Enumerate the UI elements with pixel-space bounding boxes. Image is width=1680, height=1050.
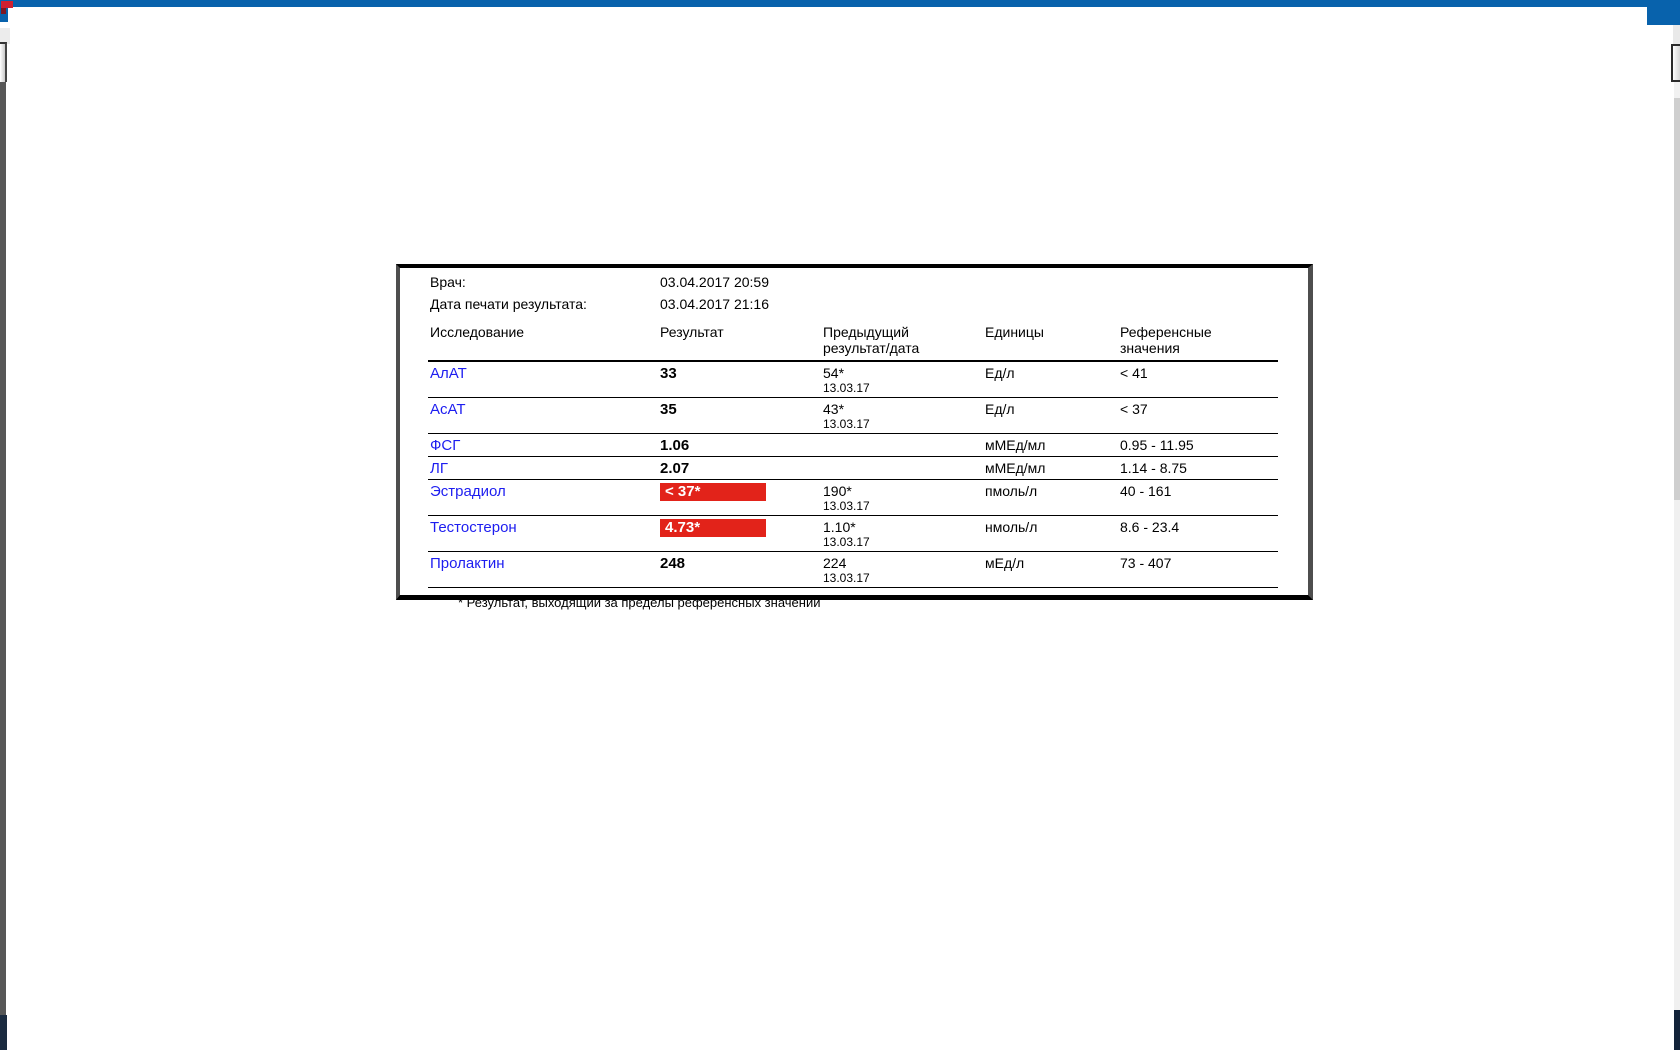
reference-range: 0.95 - 11.95 (1120, 434, 1278, 457)
reference-range: < 41 (1120, 361, 1278, 398)
lab-results-table (428, 324, 1278, 588)
meta-row (430, 293, 1308, 315)
doctor-value: 03.04.2017 20:59 (660, 274, 769, 290)
app-icon[interactable] (1, 8, 6, 14)
previous-result: 224 (823, 555, 847, 571)
test-name-link[interactable]: АсАТ (430, 401, 466, 418)
units: пмоль/л (985, 480, 1120, 516)
units: Ед/л (985, 398, 1120, 434)
table-row (428, 516, 1278, 552)
right-scrollbar-track[interactable] (1674, 82, 1680, 98)
previous-date: 13.03.17 (823, 535, 870, 549)
test-name-link[interactable]: ФСГ (430, 437, 461, 454)
doctor-label: Врач: (430, 274, 466, 290)
left-scrollbar-thumb[interactable] (0, 42, 7, 82)
units: мМЕд/мл (985, 457, 1120, 480)
previous-result: 54* (823, 365, 845, 381)
table-row (428, 361, 1278, 398)
left-scrollbar-track[interactable] (0, 82, 6, 1015)
previous-date: 13.03.17 (823, 417, 870, 431)
previous-date: 13.03.17 (823, 381, 870, 395)
right-scrollbar-track[interactable] (1674, 500, 1680, 1010)
titlebar-right-corner (1647, 0, 1680, 25)
test-name-link[interactable]: Пролактин (430, 555, 505, 572)
result-value: < 37* (660, 483, 766, 501)
units: Ед/л (985, 361, 1120, 398)
col-header-test: Исследование (428, 324, 660, 361)
result-value: 33 (660, 365, 677, 382)
test-name-link[interactable]: АлАТ (430, 365, 467, 382)
result-value: 4.73* (660, 519, 766, 537)
col-header-result: Результат (660, 324, 823, 361)
right-edge-panel (1673, 25, 1680, 44)
units: мЕд/л (985, 552, 1120, 588)
col-header-previous: Предыдущий результат/дата (823, 324, 985, 361)
result-value: 35 (660, 401, 677, 418)
right-edge-statusbar (1674, 1010, 1680, 1050)
print-date-label: Дата печати результата: (430, 296, 587, 312)
result-value: 2.07 (660, 460, 690, 477)
reference-range: 40 - 161 (1120, 480, 1278, 516)
right-scrollbar-thumb[interactable] (1671, 44, 1680, 82)
table-row (428, 398, 1278, 434)
test-name-link[interactable]: Эстрадиол (430, 483, 506, 500)
reference-range: < 37 (1120, 398, 1278, 434)
reference-range: 8.6 - 23.4 (1120, 516, 1278, 552)
reference-range: 73 - 407 (1120, 552, 1278, 588)
table-row (428, 552, 1278, 588)
previous-result: 43* (823, 401, 845, 417)
meta-row (430, 271, 1308, 293)
print-date-value: 03.04.2017 21:16 (660, 296, 769, 312)
result-value: 248 (660, 555, 686, 572)
previous-result: 190* (823, 483, 852, 499)
units: нмоль/л (985, 516, 1120, 552)
app-icon[interactable] (1, 1, 13, 8)
col-header-units: Единицы (985, 324, 1120, 361)
table-row (428, 457, 1278, 480)
table-row (428, 480, 1278, 516)
reference-range: 1.14 - 8.75 (1120, 457, 1278, 480)
lab-report-box (396, 264, 1313, 610)
previous-result: 1.10* (823, 519, 856, 535)
test-name-link[interactable]: ЛГ (430, 460, 448, 477)
table-header-row (428, 324, 1278, 361)
abnormal-footnote: * Результат, выходящий за пределы референсных значений (458, 595, 821, 610)
previous-date: 13.03.17 (823, 499, 870, 513)
titlebar-band (0, 0, 1680, 7)
table-row (428, 434, 1278, 457)
result-value: 1.06 (660, 437, 690, 454)
left-edge-statusbar (0, 1015, 7, 1050)
test-name-link[interactable]: Тестостерон (430, 519, 517, 536)
previous-date: 13.03.17 (823, 571, 870, 585)
right-scrollbar-track[interactable] (1674, 98, 1680, 500)
col-header-reference: Референсные значения (1120, 324, 1278, 361)
units: мМЕд/мл (985, 434, 1120, 457)
